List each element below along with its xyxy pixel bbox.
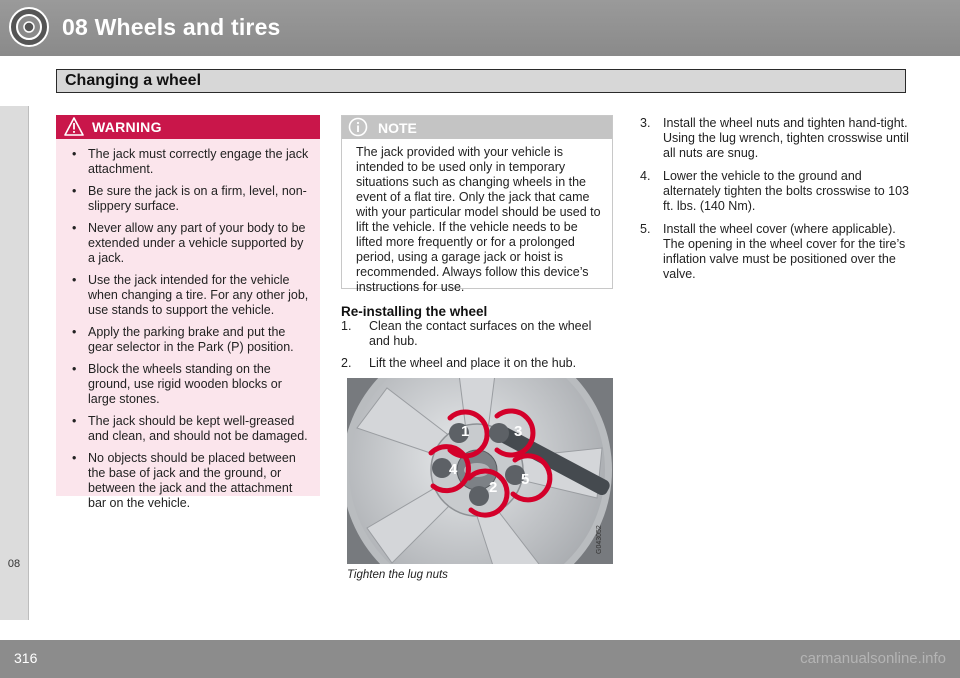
- lug-number-label: 3: [514, 423, 523, 440]
- list-item: • Never allow any part of your body to be extended under a vehicle supported by a jack.: [72, 221, 306, 265]
- chapter-side-tab: [0, 106, 29, 620]
- chapter-title: 08 Wheels and tires: [62, 14, 281, 40]
- wheel-photo: [347, 378, 613, 564]
- bullet: •: [72, 325, 77, 339]
- chapter-header: [0, 0, 960, 56]
- lug-number-label: 1: [461, 423, 470, 440]
- lug-number-label: 4: [449, 461, 458, 478]
- list-item: 5. Install the wheel cover (where applicable). The opening in the wheel cover for the tire’s inflation valve must be positioned over the valve.: [640, 222, 906, 281]
- bullet: •: [72, 451, 77, 465]
- reinstall-steps: [341, 319, 613, 378]
- note-header: [342, 116, 612, 139]
- note-box: [341, 115, 613, 294]
- page-footer: [0, 640, 960, 678]
- lug-number-label: 5: [521, 471, 530, 488]
- list-item: • No objects should be placed between the base of jack and the ground, or between the jack and the attachment bar on the vehicle.: [72, 451, 296, 510]
- bullet: •: [72, 184, 77, 198]
- lug-number-label: 2: [489, 479, 498, 496]
- watermark: carmanualsonline.info: [800, 650, 946, 667]
- bullet: •: [72, 362, 77, 376]
- list-item: • Be sure the jack is on a firm, level, non-slippery surface.: [72, 184, 307, 213]
- step-number: 3.: [640, 116, 651, 130]
- step-number: 2.: [341, 356, 352, 370]
- image-code: G043052: [596, 525, 603, 554]
- list-item: 3. Install the wheel nuts and tighten hand-tight. Using the lug wrench, tighten crosswise until all nuts are snug.: [640, 116, 909, 160]
- reinstall-heading: Re-installing the wheel: [341, 304, 488, 319]
- warning-header: [56, 115, 320, 139]
- warning-title: WARNING: [92, 119, 162, 135]
- step-number: 1.: [341, 319, 352, 333]
- bullet: •: [72, 147, 77, 161]
- warning-list: [56, 139, 320, 511]
- list-item: • The jack must correctly engage the jack attachment.: [72, 147, 309, 176]
- figure-caption: Tighten the lug nuts: [347, 569, 448, 581]
- list-item: • Block the wheels standing on the ground, use rigid wooden blocks or large stones.: [72, 362, 282, 406]
- section-title: Changing a wheel: [65, 72, 202, 89]
- note-title: NOTE: [378, 120, 417, 136]
- list-item: • Apply the parking brake and put the gear selector in the Park (P) position.: [72, 325, 294, 354]
- page-number: 316: [14, 650, 38, 666]
- warning-box: [56, 115, 320, 510]
- bullet: •: [72, 221, 77, 235]
- step-number: 4.: [640, 169, 651, 183]
- reinstall-steps-continued: [640, 116, 910, 290]
- bullet: •: [72, 414, 77, 428]
- step-number: 5.: [640, 222, 651, 236]
- list-item: 4. Lower the vehicle to the ground and alternately tighten the bolts crosswise to 103 ft. lbs. (140 Nm).: [640, 169, 909, 213]
- list-item: • The jack should be kept well-greased and clean, and should not be damaged.: [72, 414, 308, 443]
- tire-icon: [8, 6, 50, 48]
- bullet: •: [72, 273, 77, 287]
- warning-triangle-icon: [64, 117, 84, 136]
- list-item: 2. Lift the wheel and place it on the hub.: [341, 356, 577, 370]
- section-bar: [56, 69, 906, 93]
- side-tab-label: 08: [7, 558, 21, 570]
- list-item: • Use the jack intended for the vehicle when changing a tire. For any other job, use stands to support the vehicle.: [72, 273, 309, 317]
- info-icon: [348, 117, 368, 137]
- note-body: The jack provided with your vehicle is intended to be used only in temporary situations such as changing wheels in the event of a flat tire. Only the jack that came with your particular model should be used to lift the vehicle. If the vehicle needs to be lifted more frequently or for a prolonged period, using a garage jack or hoist is recommended. Always follow this device’s instructions for use.: [356, 145, 601, 294]
- list-item: 1. Clean the contact surfaces on the wheel and hub.: [341, 319, 592, 348]
